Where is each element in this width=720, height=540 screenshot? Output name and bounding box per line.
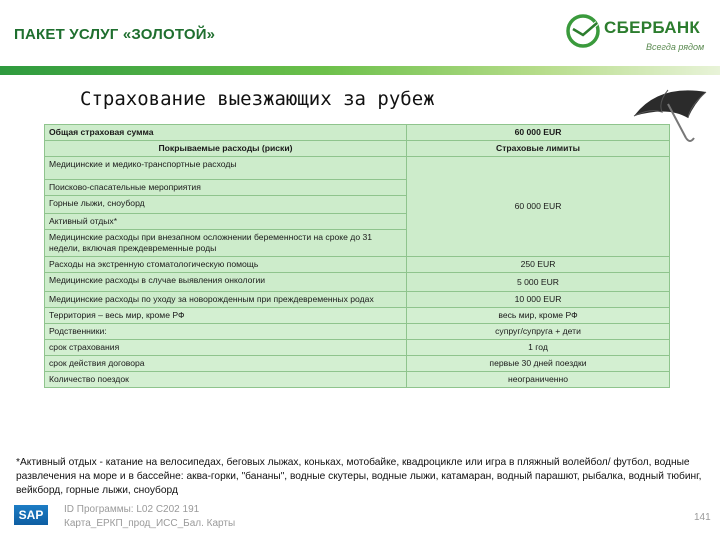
slide-title: Страхование выезжающих за рубеж	[80, 88, 435, 110]
table-row	[45, 273, 670, 292]
merged-limit: 60 000 EUR	[407, 157, 670, 257]
sberbank-logo	[566, 14, 716, 54]
risk-rescue: Поисково-спасательные мероприятия	[45, 180, 407, 196]
relatives-label: Родственники:	[45, 324, 407, 340]
table-row	[45, 356, 670, 372]
table-row	[45, 257, 670, 273]
sum-value: 60 000 EUR	[407, 125, 670, 141]
term-value: 1 год	[407, 340, 670, 356]
trips-value: неограниченно	[407, 372, 670, 388]
dental-value: 250 EUR	[407, 257, 670, 273]
risks-header: Покрываемые расходы (риски)	[45, 141, 407, 157]
active-rest-footnote: *Активный отдых - катание на велосипедах, беговых лыжах, коньках, мотобайке, квадроцикле или игра в пляжный волейбол/ футбол, водные развлечения на море и в бассейне: аква-горки, "бананы", водные скутеры, водные лыжи, катамаран, водный парашют, рыбалка, водный тюбинг, вейкборд, горные лыжи, сноуборд	[16, 457, 702, 496]
oncology-value: 5 000 EUR	[407, 273, 670, 292]
table-row	[45, 292, 670, 308]
newborn-label: Медицинские расходы по уходу за новорожденным при преждевременных родах	[45, 292, 407, 308]
term-label: срок страхования	[45, 340, 407, 356]
relatives-value: супруг/супруга + дети	[407, 324, 670, 340]
logo-slogan: Всегда рядом	[646, 42, 705, 52]
table-row	[45, 141, 670, 157]
sberbank-logo-icon	[566, 14, 600, 48]
dental-label: Расходы на экстренную стоматологическую помощь	[45, 257, 407, 273]
newborn-value: 10 000 EUR	[407, 292, 670, 308]
table-row	[45, 324, 670, 340]
document-line: Карта_ЕРКП_прод_ИСС_Бал. Карты	[64, 518, 236, 529]
page-header-title: ПАКЕТ УСЛУГ «ЗОЛОТОЙ»	[14, 26, 216, 43]
validity-value: первые 30 дней поездки	[407, 356, 670, 372]
oncology-label: Медицинские расходы в случае выявления онкологии	[45, 273, 407, 292]
page-number: 141	[694, 512, 711, 523]
risk-ski: Горные лыжи, сноуборд	[45, 196, 407, 214]
risk-medical: Медицинские и медико-транспортные расходы	[45, 157, 407, 180]
risk-pregnancy: Медицинские расходы при внезапном осложнении беременности на сроке до 31 недели, включая преждевременные роды	[45, 230, 407, 257]
table-row	[45, 308, 670, 324]
sum-label: Общая страховая сумма	[45, 125, 407, 141]
trips-label: Количество поездок	[45, 372, 407, 388]
validity-label: срок действия договора	[45, 356, 407, 372]
table-row	[45, 372, 670, 388]
table-row	[45, 340, 670, 356]
program-id-line: ID Программы: L02 C202 191	[64, 504, 200, 515]
territory-label: Территория – весь мир, кроме РФ	[45, 308, 407, 324]
sap-logo: SAP	[14, 505, 48, 525]
footer-info	[64, 503, 235, 531]
table-row	[45, 157, 670, 180]
territory-value: весь мир, кроме РФ	[407, 308, 670, 324]
green-header-stripe	[0, 66, 720, 75]
insurance-table	[44, 124, 670, 388]
limits-header: Страховые лимиты	[407, 141, 670, 157]
risk-active: Активный отдых*	[45, 214, 407, 230]
logo-name: СБЕРБАНК	[604, 18, 701, 37]
table-row	[45, 125, 670, 141]
